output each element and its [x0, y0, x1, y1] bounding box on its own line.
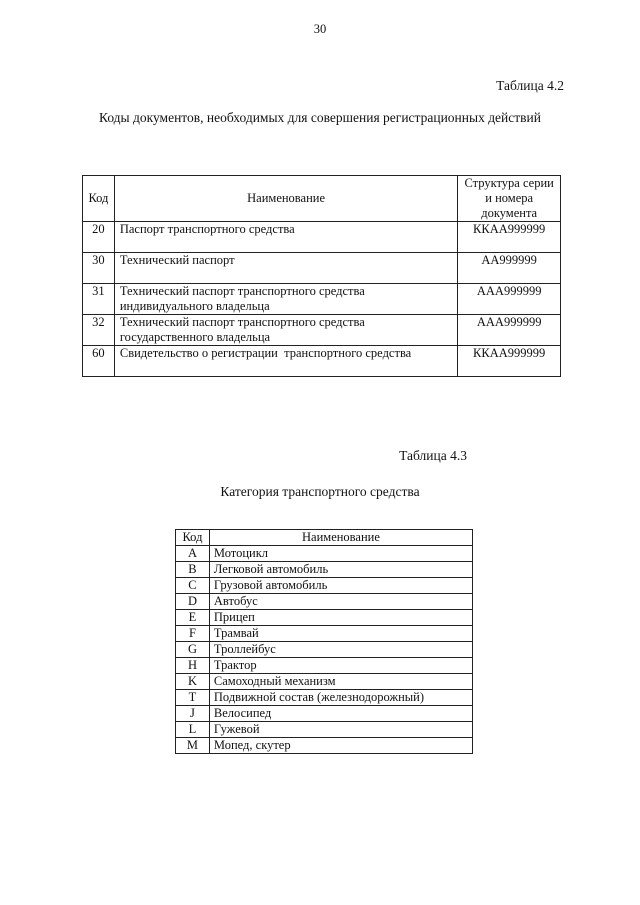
table-row [176, 690, 473, 706]
row-code: H [176, 658, 210, 674]
row-code: T [176, 690, 210, 706]
header-name: Наименование [114, 176, 457, 222]
row-code: 60 [83, 346, 115, 377]
table-4-2-label: Таблица 4.2 [496, 78, 564, 93]
row-structure: ККАА999999 [458, 346, 561, 377]
row-code: F [176, 626, 210, 642]
table-row [176, 578, 473, 594]
row-structure: ААА999999 [458, 284, 561, 315]
row-name: Грузовой автомобиль [209, 578, 472, 594]
row-name: Трактор [209, 658, 472, 674]
header-code: Код [176, 530, 210, 546]
row-name: Троллейбус [209, 642, 472, 658]
row-code: D [176, 594, 210, 610]
row-code: 32 [83, 315, 115, 346]
header-structure-line: Структура серии [464, 176, 554, 190]
table-row [176, 738, 473, 754]
row-name [114, 284, 457, 315]
row-name-line: Технический паспорт транспортного средства [119, 315, 365, 329]
header-name: Наименование [209, 530, 472, 546]
table-row [176, 658, 473, 674]
table-row [176, 610, 473, 626]
header-structure-line: документа [481, 206, 538, 220]
table-row [176, 562, 473, 578]
table-row [83, 315, 561, 346]
row-name-line: Свидетельство о регистрации транспортного средства [119, 346, 412, 360]
table-row [83, 284, 561, 315]
row-code: K [176, 674, 210, 690]
table-header-row [176, 530, 473, 546]
header-structure-line: и номера [485, 191, 534, 205]
row-structure: ККАА999999 [458, 222, 561, 253]
row-name: Подвижной состав (железнодорожный) [209, 690, 472, 706]
vehicle-category-table [175, 529, 473, 754]
document-codes-table [82, 175, 561, 377]
row-name: Трамвай [209, 626, 472, 642]
header-structure [458, 176, 561, 222]
row-name: Автобус [209, 594, 472, 610]
table-row [83, 222, 561, 253]
table-4-3-title: Категория транспортного средства [220, 484, 420, 499]
page-number: 30 [313, 22, 327, 36]
row-code: 20 [83, 222, 115, 253]
row-name: Легковой автомобиль [209, 562, 472, 578]
row-name: Гужевой [209, 722, 472, 738]
row-name: Велосипед [209, 706, 472, 722]
header-code: Код [83, 176, 115, 222]
row-name-line: Технический паспорт [119, 253, 235, 267]
row-structure: ААА999999 [458, 315, 561, 346]
row-code: A [176, 546, 210, 562]
row-code: 30 [83, 253, 115, 284]
row-name-line: Технический паспорт транспортного средства [119, 284, 365, 298]
row-code: G [176, 642, 210, 658]
row-name [114, 222, 457, 253]
row-name-line: государственного владельца [119, 330, 271, 344]
row-name [114, 315, 457, 346]
table-row [176, 722, 473, 738]
table-row [83, 346, 561, 377]
row-name: Прицеп [209, 610, 472, 626]
table-row [176, 706, 473, 722]
row-code: E [176, 610, 210, 626]
table-row [176, 642, 473, 658]
row-name: Мотоцикл [209, 546, 472, 562]
row-name-line: Паспорт транспортного средства [119, 222, 295, 236]
row-code: C [176, 578, 210, 594]
table-row [176, 546, 473, 562]
table-header-row [83, 176, 561, 222]
row-code: L [176, 722, 210, 738]
row-code: J [176, 706, 210, 722]
table-row [83, 253, 561, 284]
row-name-line: индивидуального владельца [119, 299, 270, 313]
row-name [114, 253, 457, 284]
table-4-3-label: Таблица 4.3 [399, 448, 467, 463]
table-4-2-title: Коды документов, необходимых для совершения регистрационных действий [98, 110, 541, 125]
row-name [114, 346, 457, 377]
table-row [176, 674, 473, 690]
row-name: Мопед, скутер [209, 738, 472, 754]
row-structure: АА999999 [458, 253, 561, 284]
row-code: M [176, 738, 210, 754]
row-code: 31 [83, 284, 115, 315]
row-name: Самоходный механизм [209, 674, 472, 690]
table-row [176, 594, 473, 610]
row-code: B [176, 562, 210, 578]
table-row [176, 626, 473, 642]
